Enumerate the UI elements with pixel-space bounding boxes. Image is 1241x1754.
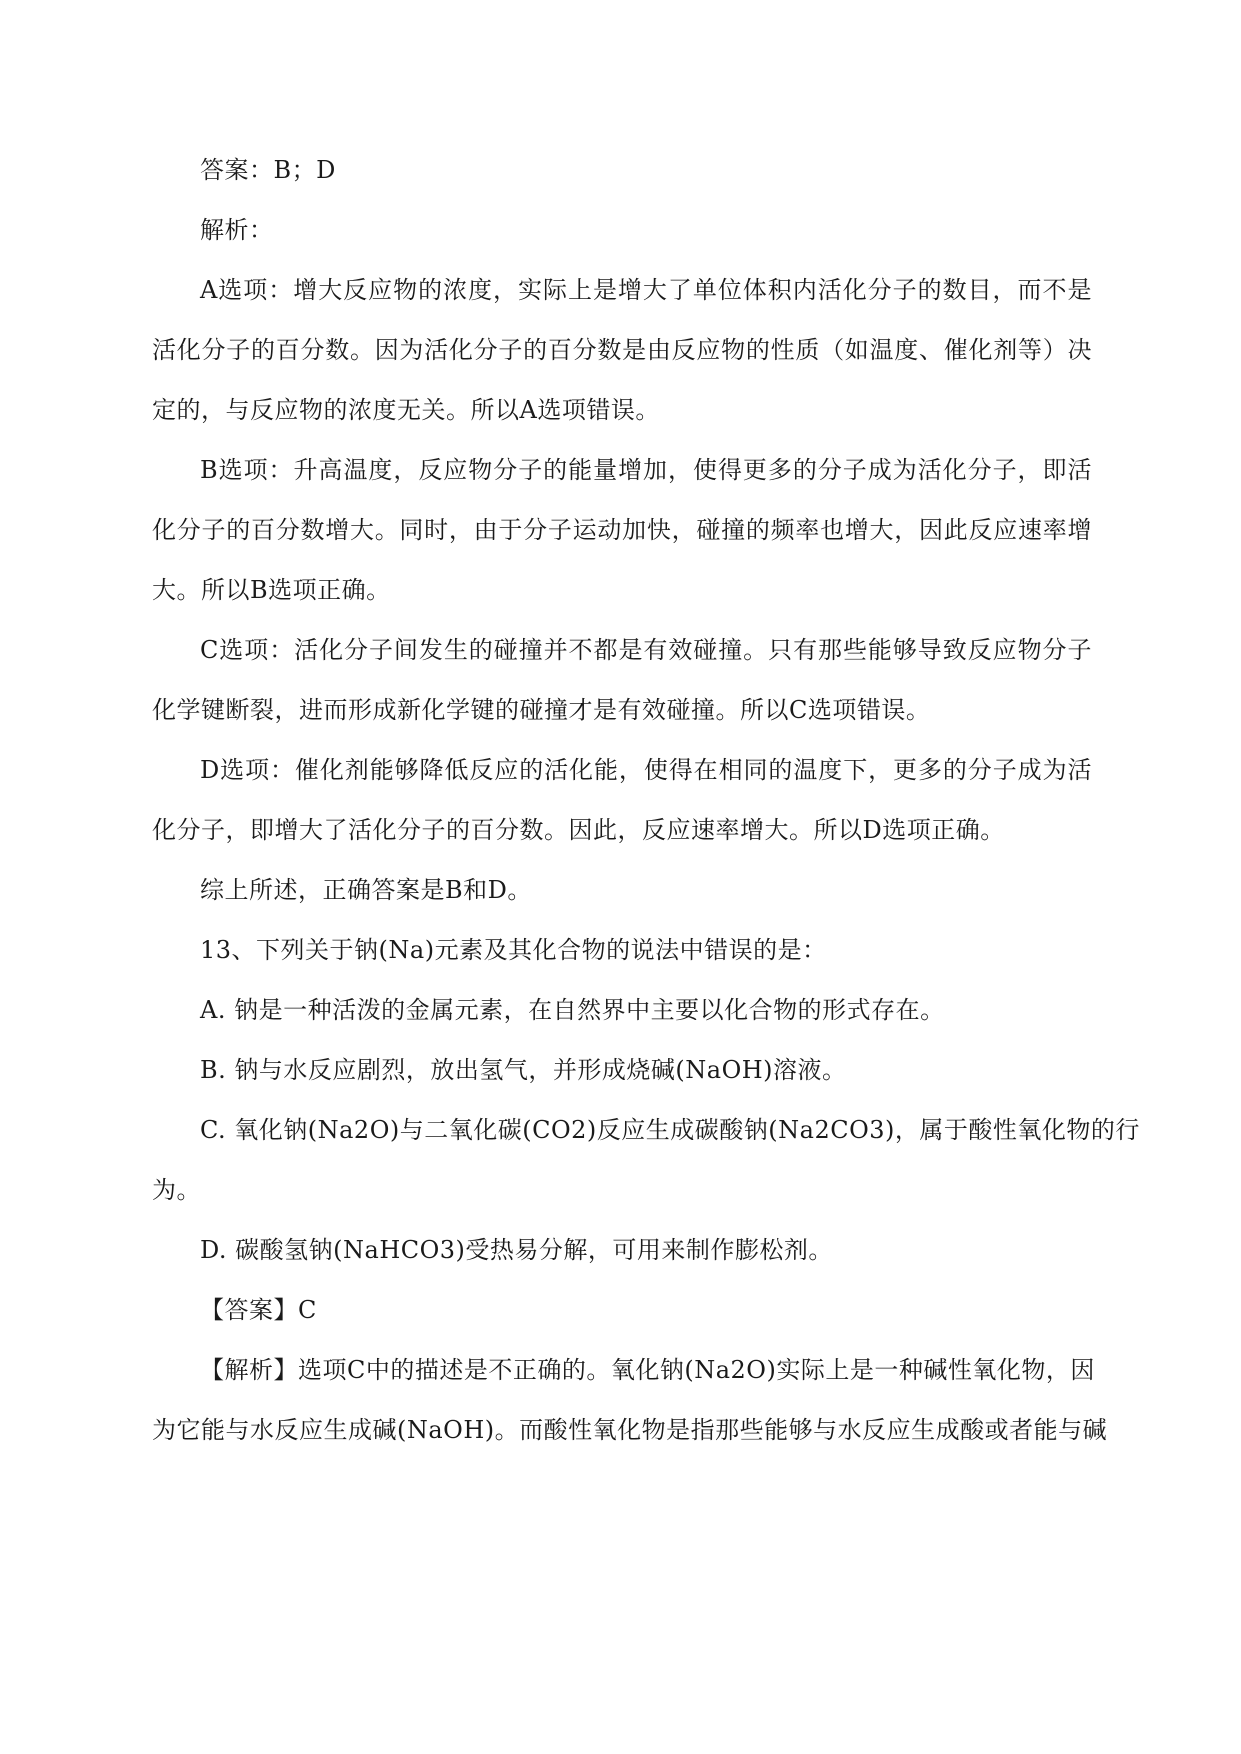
paragraph-line: 定的，与反应物的浓度无关。所以A选项错误。 (152, 396, 660, 424)
paragraph-line: 化分子，即增大了活化分子的百分数。因此，反应速率增大。所以D选项正确。 (152, 816, 1005, 844)
choice-b: B. 钠与水反应剧烈，放出氢气，并形成烧碱(NaOH)溶液。 (200, 1056, 847, 1084)
paragraph-line: 为它能与水反应生成碱(NaOH)。而酸性氧化物是指那些能够与水反应生成酸或者能与碱 (152, 1416, 1108, 1444)
explanation-paragraph (152, 1340, 1108, 1460)
paragraph-line: 化分子的百分数增大。同时，由于分子运动加快，碰撞的频率也增大，因此反应速率增 (152, 516, 1092, 544)
question-stem: 13、下列关于钠(Na)元素及其化合物的说法中错误的是： (200, 936, 827, 964)
analysis-label: 解析： (200, 216, 274, 244)
document-body (152, 140, 1140, 1460)
paragraph-line: 大。所以B选项正确。 (152, 576, 391, 604)
paragraph-line: 【解析】选项C中的描述是不正确的。氧化钠(Na2O)实际上是一种碱性氧化物，因 (200, 1356, 1095, 1384)
choice-d: D. 碳酸氢钠(NaHCO3)受热易分解，可用来制作膨松剂。 (200, 1236, 833, 1264)
answer-tag: 【答案】C (200, 1296, 317, 1324)
option-a-paragraph (152, 260, 1092, 440)
answer-line: 答案：B；D (200, 156, 336, 184)
option-c-paragraph (152, 620, 1092, 740)
paragraph-line: 化学键断裂，进而形成新化学键的碰撞才是有效碰撞。所以C选项错误。 (152, 696, 931, 724)
summary-line: 综上所述，正确答案是B和D。 (200, 876, 532, 904)
choice-c (152, 1100, 1140, 1220)
paragraph-line: B选项：升高温度，反应物分子的能量增加，使得更多的分子成为活化分子，即活 (200, 456, 1092, 484)
option-b-paragraph (152, 440, 1092, 620)
choice-a: A. 钠是一种活泼的金属元素，在自然界中主要以化合物的形式存在。 (200, 996, 945, 1024)
paragraph-line: A选项：增大反应物的浓度，实际上是增大了单位体积内活化分子的数目，而不是 (200, 276, 1092, 304)
paragraph-line: D选项：催化剂能够降低反应的活化能，使得在相同的温度下，更多的分子成为活 (200, 756, 1092, 784)
paragraph-line: C. 氧化钠(Na2O)与二氧化碳(CO2)反应生成碳酸钠(Na2CO3)，属于酸性氧化物的行 (200, 1116, 1140, 1144)
paragraph-line: C选项：活化分子间发生的碰撞并不都是有效碰撞。只有那些能够导致反应物分子 (200, 636, 1092, 664)
paragraph-line: 为。 (152, 1176, 201, 1204)
option-d-paragraph (152, 740, 1092, 860)
question-13 (152, 920, 1140, 1460)
paragraph-line: 活化分子的百分数。因为活化分子的百分数是由反应物的性质（如温度、催化剂等）决 (152, 336, 1092, 364)
